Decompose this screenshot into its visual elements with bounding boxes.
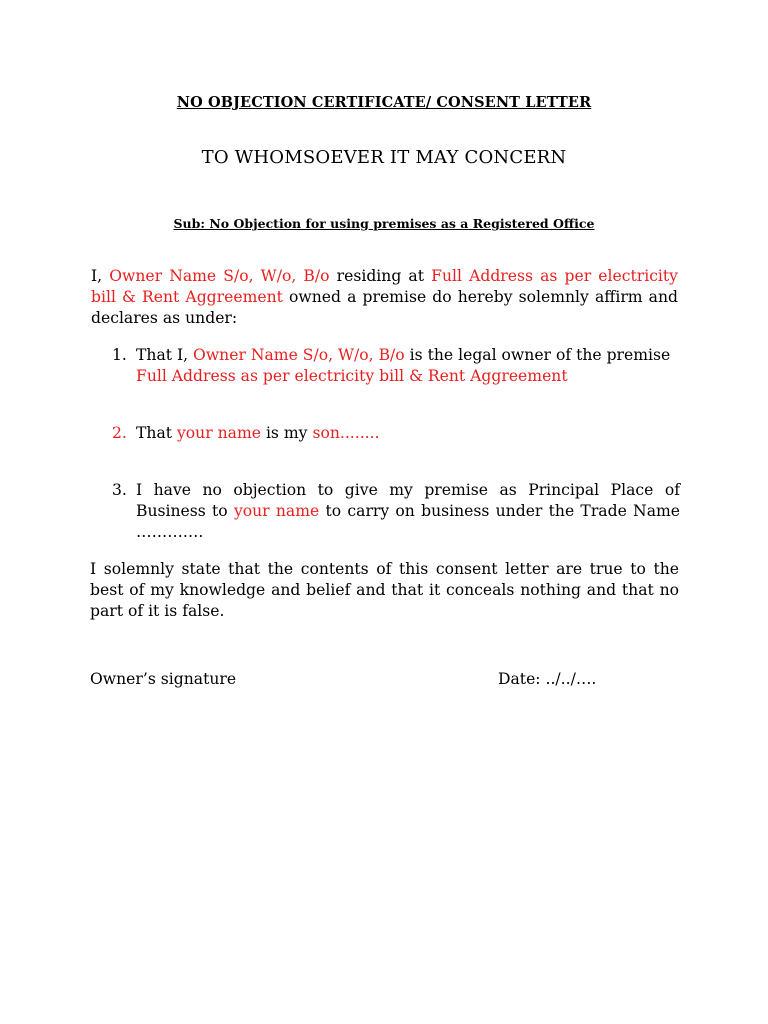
intro-text: owned a premise do hereby solemnly affirm and declares as under: (91, 288, 678, 327)
item-text: to carry on business under the Trade Name …………. (136, 502, 681, 541)
subject-line: Sub: No Objection for using premises as a Registered Office (173, 216, 595, 231)
list-number: 2. (112, 424, 127, 442)
list-item (112, 345, 680, 387)
list-item (112, 423, 680, 444)
date-label: Date: ../../…. (498, 670, 597, 688)
item-text: is my (260, 424, 313, 442)
owner-signature-label: Owner’s signature (90, 670, 237, 688)
item-text: That I, (136, 346, 194, 364)
list-item-text (136, 423, 680, 444)
list-item (112, 480, 680, 543)
list-item-text (136, 345, 680, 387)
closing-paragraph: I solemnly state that the contents of this consent letter are true to the best of my knowledge and belief and that it conceals nothing and that no part of it is false. (90, 560, 679, 620)
salutation: TO WHOMSOEVER IT MAY CONCERN (201, 147, 567, 168)
list-item-text (136, 480, 680, 543)
intro-paragraph (91, 266, 678, 329)
item-text: I have no objection to give my premise as Principal Place of Business to (136, 481, 680, 520)
list-number: 1. (112, 346, 127, 364)
item-text: That (136, 424, 177, 442)
address-placeholder: Full Address as per electricity bill & Rent Aggreement (136, 367, 568, 385)
owner-name-placeholder: Owner Name S/o, W/o, B/o (193, 346, 405, 364)
your-name-placeholder: your name (233, 502, 320, 520)
list-number: 3. (112, 481, 127, 499)
intro-text: I, (91, 267, 110, 285)
owner-name-placeholder: Owner Name S/o, W/o, B/o (109, 267, 330, 285)
your-name-placeholder: your name (176, 424, 261, 442)
relation-placeholder: son (312, 424, 340, 442)
relation-dots: ........ (339, 424, 380, 442)
intro-text: residing at (329, 267, 432, 285)
document-heading: NO OBJECTION CERTIFICATE/ CONSENT LETTER (176, 94, 592, 111)
item-text: is the legal owner of the premise (404, 346, 671, 364)
address-placeholder: Full Address as per electricity bill & Rent Aggreement (91, 267, 678, 306)
